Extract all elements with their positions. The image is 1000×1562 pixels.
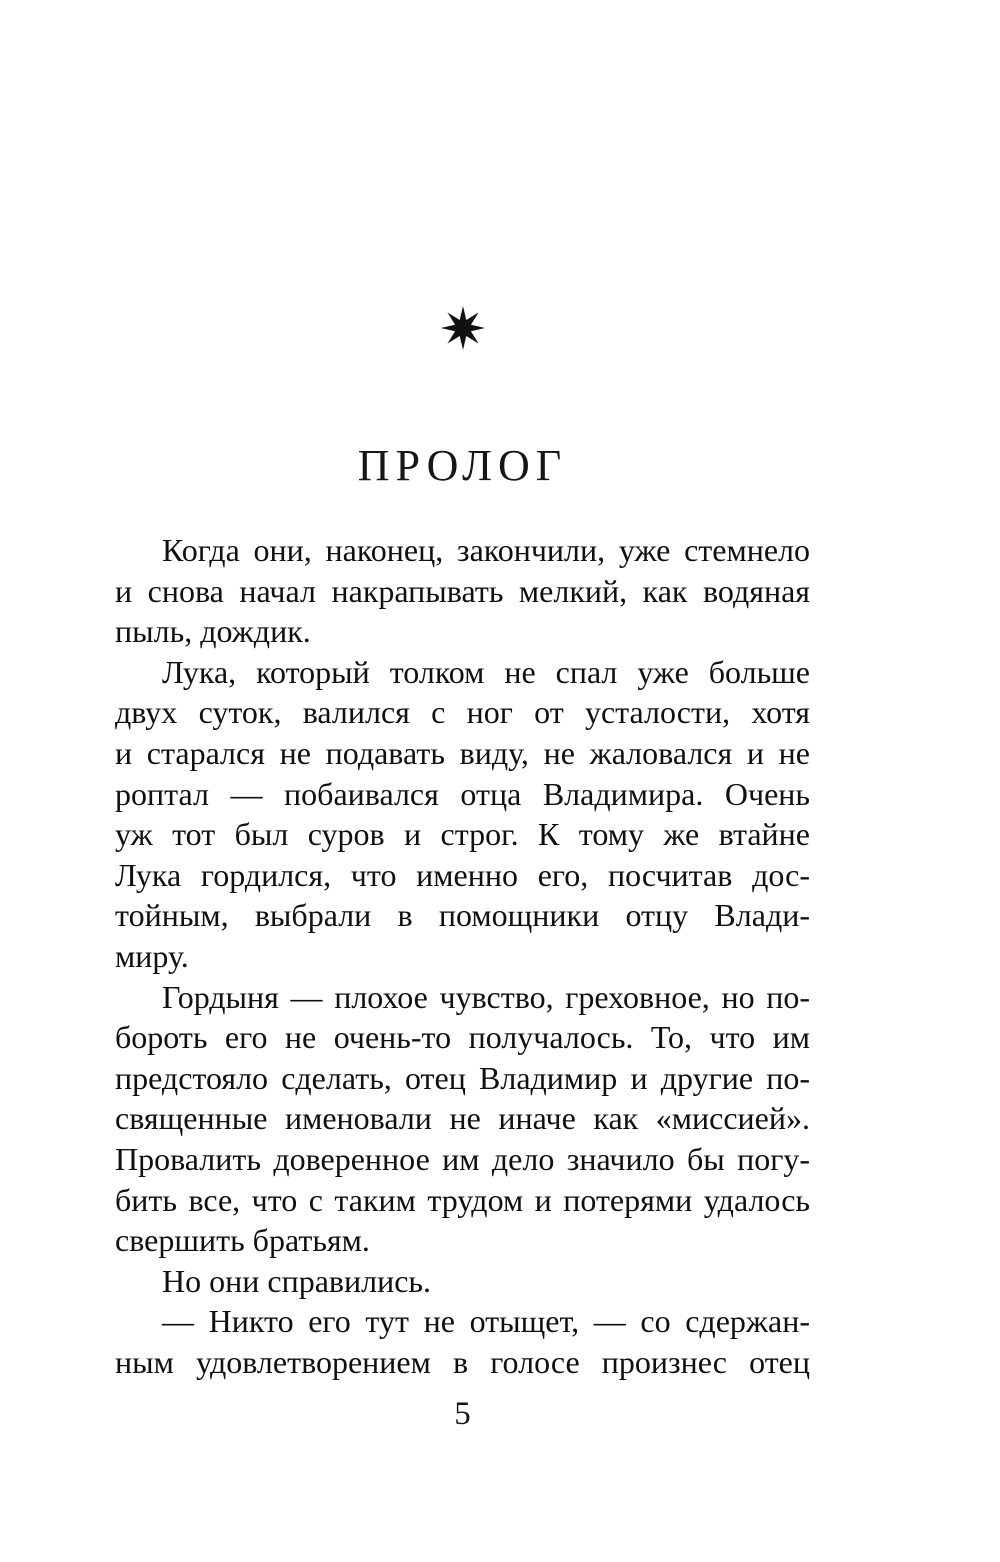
text-line: свершить братьям.: [115, 1222, 370, 1259]
text-line: тойным, выбрали в помощники отцу Влади-: [115, 897, 810, 934]
text-line: и старался не подавать виду, не жаловался и не: [115, 734, 810, 771]
text-line: Лука гордился, что именно его, посчитав дос-: [115, 856, 810, 893]
text-line: уж тот был суров и строг. К тому же втайне: [115, 816, 810, 853]
eight-pointed-star-icon: [440, 305, 486, 351]
text-line: — Никто его тут не отыщет, — со сдержан-: [162, 1303, 810, 1340]
text-line: Гордыня — плохое чувство, греховное, но по-: [162, 978, 810, 1015]
text-line: роптал — побаивался отца Владимира. Очень: [115, 775, 810, 812]
text-line: бороть его не очень-то получалось. То, что им: [115, 1019, 810, 1056]
text-line: Но они справились.: [162, 1262, 432, 1299]
text-line: ным удовлетворением в голосе произнес отец: [115, 1343, 810, 1380]
page-number: 5: [454, 1396, 471, 1432]
body-text: [115, 530, 810, 1382]
text-line: предстояло сделать, отец Владимир и другие по-: [115, 1059, 810, 1096]
chapter-title: ПРОЛОГ: [357, 441, 568, 490]
text-line: Лука, который толком не спал уже больше: [162, 653, 810, 690]
text-line: Когда они, наконец, закончили, уже стемнело: [162, 532, 810, 568]
text-line: миру.: [115, 937, 189, 974]
text-line: священные именовали не иначе как «миссией».: [115, 1100, 810, 1137]
text-line: бить все, что с таким трудом и потерями удалось: [115, 1181, 810, 1218]
text-line: и снова начал накрапывать мелкий, как водяная: [115, 572, 810, 609]
text-line: пыль, дождик.: [115, 613, 311, 650]
text-line: двух суток, валился с ног от усталости, хотя: [115, 694, 810, 731]
text-line: Провалить доверенное им дело значило бы погу-: [115, 1140, 810, 1177]
